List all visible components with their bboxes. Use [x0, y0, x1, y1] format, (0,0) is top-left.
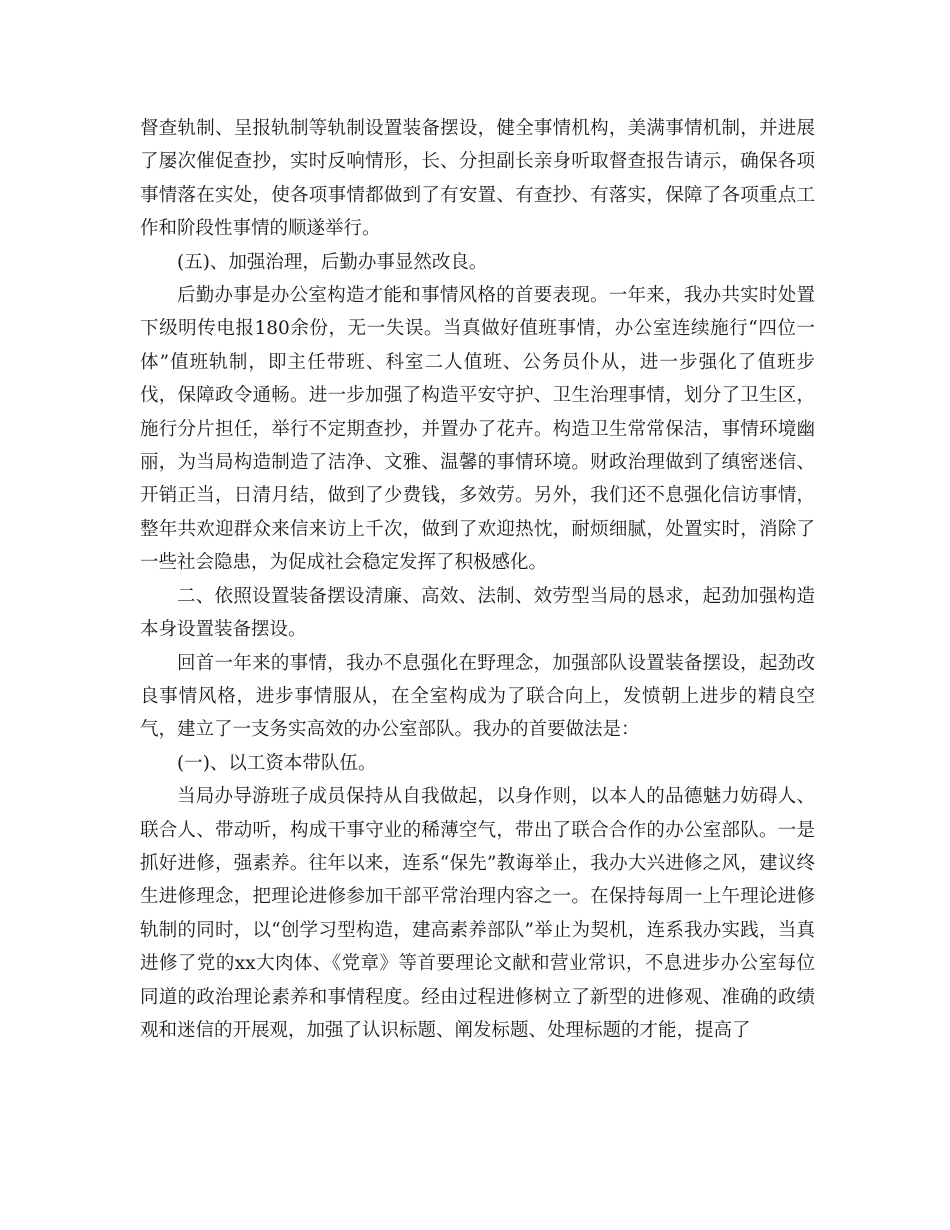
body-paragraph: 后勤办事是办公室构造才能和事情风格的首要表现。一年来，我办共实时处置下级明传电报180余份，无一失误。当真做好值班事情，办公室连续施行“四位一体”值班轨制，即主任带班、科室二人值班、公务员仆从，进一步强化了值班步伐，保障政令通畅。进一步加强了构造平安守护、卫生治理事情，划分了卫生区，施行分片担任，举行不定期查抄，并置办了花卉。构造卫生常常保洁，事情环境幽丽，为当局构造制造了洁净、文雅、温馨的事情环境。财政治理做到了缜密迷信、开销正当，日清月结，做到了少费钱，多效劳。另外，我们还不息强化信访事情，整年共欢迎群众来信来访上千次，做到了欢迎热忱，耐烦细腻，处置实时，消除了一些社会隐患，为促成社会稳定发挥了积极感化。	[140, 285, 815, 574]
section-heading-five: (五)、加强治理，后勤办事显然改良。	[177, 251, 488, 273]
document-body	[140, 112, 815, 1047]
body-paragraph: 督查轨制、呈报轨制等轨制设置装备摆设，健全事情机构，美满事情机制，并进展了屡次催促查抄，实时反响情形，长、分担副长亲身听取督查报告请示，确保各项事情落在实处，使各项事情都做到了有安置、有查抄、有落实，保障了各项重点工作和阶段性事情的顺遂举行。	[140, 118, 815, 240]
section-heading-two: 二、依照设置装备摆设清廉、高效、法制、效劳型当局的恳求，起劲加强构造本身设置装备摆设。	[140, 585, 815, 641]
section-heading-one: (一)、以工资本带队伍。	[177, 752, 377, 774]
body-paragraph: 回首一年来的事情，我办不息强化在野理念，加强部队设置装备摆设，起劲改良事情风格，进步事情服从，在全室构成为了联合向上，发愤朝上进步的精良空气，建立了一支务实高效的办公室部队。我办的首要做法是：	[140, 652, 815, 741]
body-paragraph: 当局办导游班子成员保持从自我做起，以身作则，以本人的品德魅力妨碍人、联合人、带动听，构成干事守业的稀薄空气，带出了联合合作的办公室部队。一是抓好进修，强素养。往年以来，连系“保先”教诲举止，我办大兴进修之风，建议终生进修理念，把理论进修参加干部平常治理内容之一。在保持每周一上午理论进修轨制的同时，以“创学习型构造，建高素养部队”举止为契机，连系我办实践，当真进修了党的xx大肉体、《党章》等首要理论文献和营业常识，不息进步办公室每位同道的政治理论素养和事情程度。经由过程进修树立了新型的进修观、准确的政绩观和迷信的开展观，加强了认识标题、阐发标题、处理标题的才能，提高了	[140, 786, 815, 1041]
